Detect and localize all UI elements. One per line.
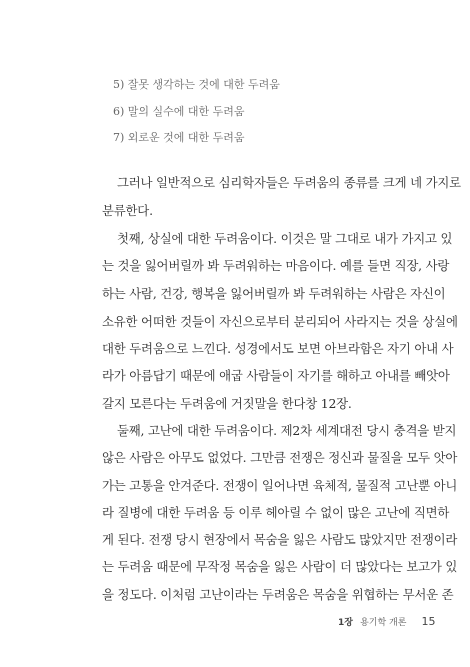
body-line: 둘째, 고난에 대한 두려움이다. 제2차 세계대전 당시 충격을 받지 [102, 423, 457, 438]
body-line: 는 두려움 때문에 무작정 목숨을 잃은 사람이 더 많았다는 보고가 있 [102, 559, 458, 574]
page-footer [338, 610, 436, 629]
body-line: 그러나 일반적으로 심리학자들은 두려움의 종류를 크게 네 가지로 [102, 175, 461, 190]
body-line: 라가 아름답기 때문에 애굽 사람들이 자기를 해하고 아내를 빼앗아 [102, 368, 450, 383]
list-item: 6) 말의 실수에 대한 두려움 [113, 105, 245, 118]
body-line: 않은 사람은 아무도 없었다. 그만큼 전쟁은 정신과 물질을 모두 앗아 [102, 450, 458, 465]
body-line: 첫째, 상실에 대한 두려움이다. 이것은 말 그대로 내가 가지고 있 [102, 231, 453, 246]
body-line: 을 정도다. 이처럼 고난이라는 두려움은 목숨을 위협하는 무서운 존 [102, 587, 454, 602]
chapter-title: 용기학 개론 [360, 618, 407, 628]
body-line: 분류한다. [102, 203, 153, 218]
body-line: 게 된다. 전쟁 당시 현장에서 목숨을 잃은 사람도 많았지만 전쟁이라 [102, 532, 458, 547]
chapter-label: 1장 [338, 618, 353, 628]
body-line: 갈지 모른다는 두려움에 거짓말을 한다창 12장. [102, 396, 352, 411]
body-line: 하는 사람, 건강, 행복을 잃어버릴까 봐 두려워하는 사람은 자신이 [102, 286, 446, 301]
page-number: 15 [421, 615, 436, 628]
body-line: 는 것을 잃어버릴까 봐 두려워하는 마음이다. 예를 들면 직장, 사랑 [102, 258, 450, 273]
body-line: 라 질병에 대한 두려움 등 이루 헤아릴 수 없이 많은 고난에 직면하 [102, 505, 450, 520]
list-item: 5) 잘못 생각하는 것에 대한 두려움 [113, 78, 280, 91]
body-line: 가는 고통을 안겨준다. 전쟁이 일어나면 육체적, 물질적 고난뿐 아니 [102, 478, 458, 493]
body-line: 소유한 어떠한 것들이 자신으로부터 분리되어 사라지는 것을 상실에 [102, 314, 458, 329]
list-item: 7) 외로운 것에 대한 두려움 [113, 131, 245, 144]
body-line: 대한 두려움으로 느낀다. 성경에서도 보면 아브라함은 자기 아내 사 [102, 341, 454, 356]
